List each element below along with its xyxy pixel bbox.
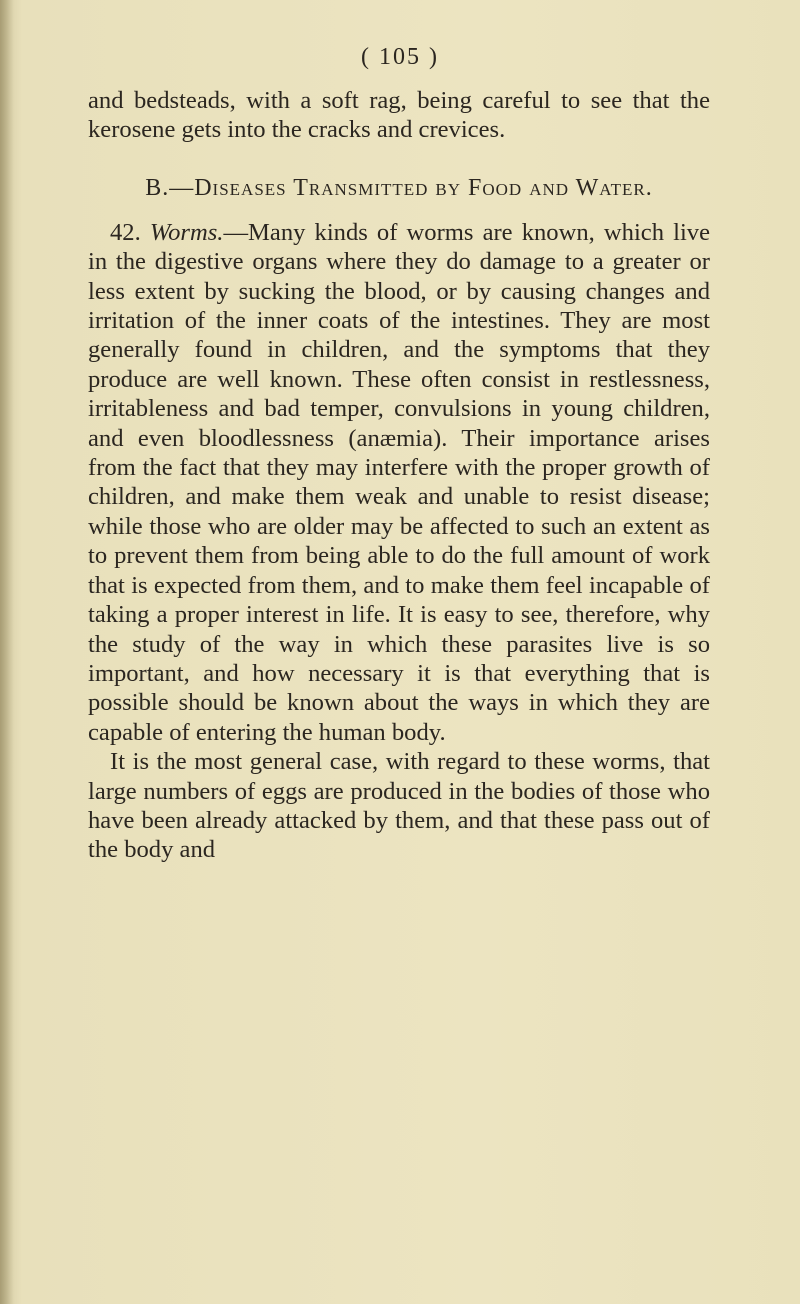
opening-paragraph: and bedsteads, with a soft rag, being careful to see that the kerosene gets into the cracks and crevices. (88, 87, 710, 144)
section-heading: B.—Diseases Transmitted by Food and Water. (145, 174, 653, 201)
paragraph-42 (88, 218, 710, 747)
body-text (88, 86, 710, 865)
paragraph-text: —Many kinds of worms are known, which live in the digestive organs where they do damage to a greater or less extent by sucking the blood, or by causing changes and irritation of the inner coats of the intestines. They are most generally found in children, and the symptoms that they produce are well known. These often consist in restlessness, irritableness and bad temper, convulsions in young children, and even bloodlessness (anæmia). Their importance arises from the fact that they may interfere with the proper growth of children, and make them weak and unable to resist disease; while those who are older may be affected to such an extent as to prevent them from being able to do the full amount of work that is expected from them, and to make them feel incapable of taking a proper interest in life. It is easy to see, therefore, why the study of the way in which these parasites live is so important, and how necessary it is that everything that is possible should be known about the ways in which they are capable of entering the human body. (88, 218, 710, 746)
binding-shadow (0, 0, 14, 1304)
paragraph-continuation: It is the most general case, with regard to these worms, that large numbers of eggs are produced in the bodies of those who have been already attacked by them, and that these pass out of the body and (88, 748, 710, 864)
paragraph-number: 42. (110, 218, 141, 246)
page-number: ( 105 ) (361, 44, 439, 70)
paragraph-title: Worms. (149, 218, 224, 246)
